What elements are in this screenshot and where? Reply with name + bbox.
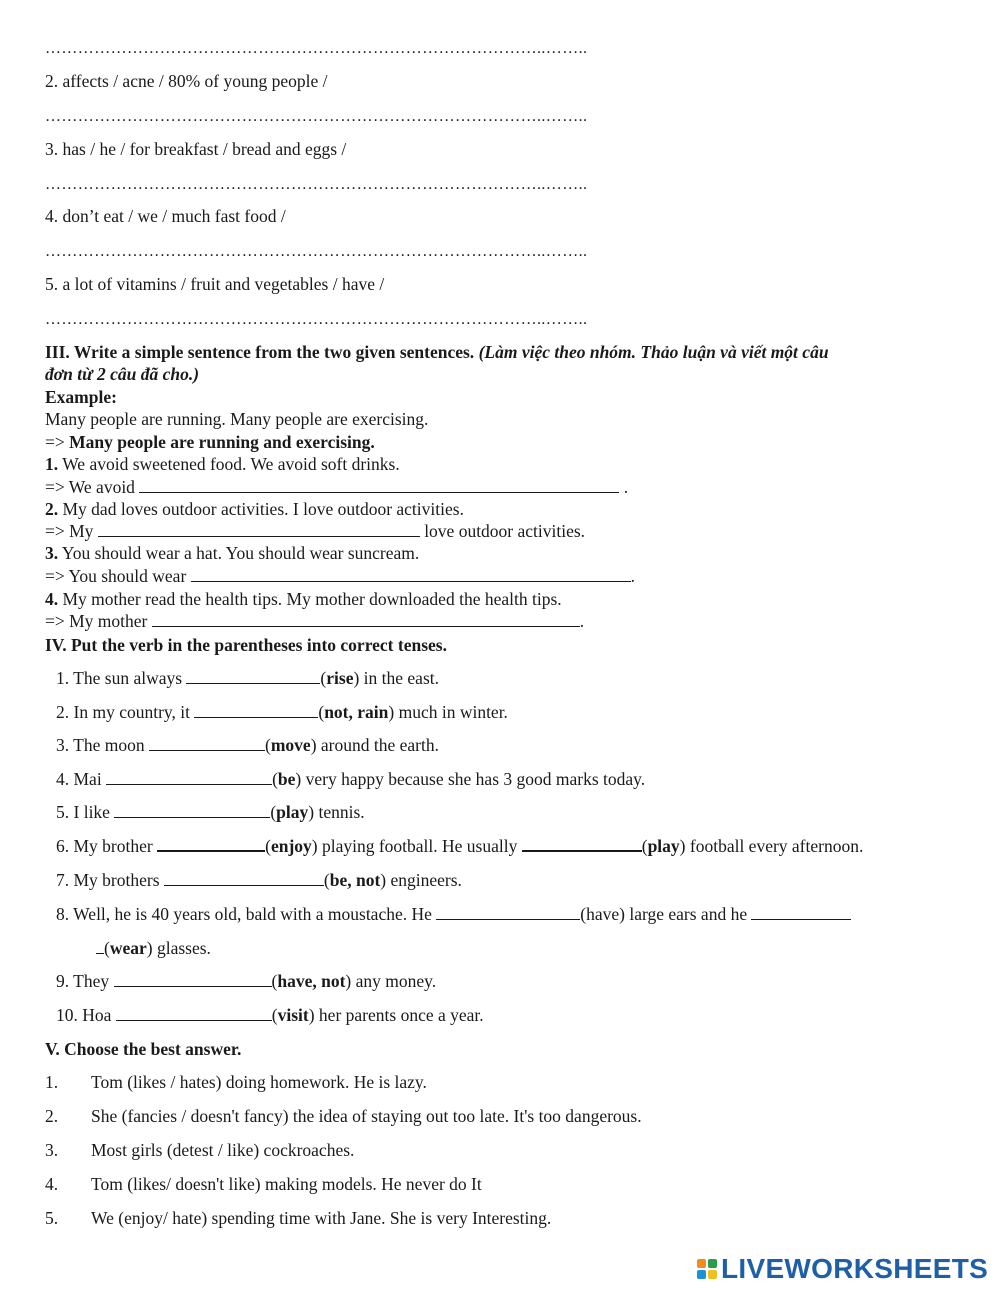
answer-blank[interactable] — [106, 770, 272, 785]
choice-item-4: 4. Tom (likes/ doesn't like) making models. He never do It — [45, 1174, 482, 1194]
logo-mark-icon — [697, 1259, 717, 1279]
answer-blank[interactable] — [152, 612, 580, 627]
choice-item-3: 3. Most girls (detest / like) cockroaches. — [45, 1140, 355, 1160]
answer-blank[interactable] — [157, 836, 265, 852]
reorder-item-4: 4. don’t eat / we / much fast food / — [45, 206, 286, 226]
answer-line-5[interactable]: ………………………………………………………………………………..…….. — [45, 311, 588, 328]
example-sentence: Many people are running. Many people are exercising. — [45, 409, 429, 429]
combine-answer-2: => My love outdoor activities. — [45, 521, 586, 541]
tense-item-7: 7. My brothers (be, not) engineers. — [56, 870, 462, 890]
answer-blank[interactable] — [139, 478, 619, 493]
combine-answer-1: => We avoid . — [45, 477, 629, 497]
answer-blank[interactable] — [186, 669, 320, 684]
choice-item-5: 5. We (enjoy/ hate) spending time with Jane. She is very Interesting. — [45, 1208, 552, 1228]
tense-item-4: 4. Mai (be) very happy because she has 3 good marks today. — [56, 769, 646, 789]
answer-blank[interactable] — [751, 905, 851, 920]
tense-item-6: 6. My brother (enjoy) playing football. He usually (play) football every afternoon. — [56, 836, 864, 856]
section4-heading: IV. Put the verb in the parentheses into correct tenses. — [45, 635, 447, 655]
combine-item-1: 1. We avoid sweetened food. We avoid soft drinks. — [45, 454, 400, 474]
liveworksheets-logo[interactable] — [697, 1253, 988, 1285]
combine-answer-3: => You should wear . — [45, 566, 636, 586]
section3-heading-line2: đơn từ 2 câu đã cho.) — [45, 364, 200, 384]
answer-blank[interactable] — [164, 871, 324, 886]
answer-blank[interactable] — [191, 567, 631, 582]
example-label: Example: — [45, 387, 117, 407]
tense-item-5: 5. I like (play) tennis. — [56, 802, 365, 822]
reorder-item-3: 3. has / he / for breakfast / bread and eggs / — [45, 139, 347, 159]
combine-item-3: 3. You should wear a hat. You should wear suncream. — [45, 543, 420, 563]
reorder-item-2: 2. affects / acne / 80% of young people / — [45, 71, 328, 91]
tense-item-8: 8. Well, he is 40 years old, bald with a moustache. He (have) large ears and he — [56, 903, 851, 925]
choice-item-2: 2. She (fancies / doesn't fancy) the idea of staying out too late. It's too dangerous. — [45, 1106, 642, 1126]
answer-blank[interactable] — [96, 939, 104, 954]
reorder-item-5: 5. a lot of vitamins / fruit and vegetables / have / — [45, 274, 385, 294]
tense-item-10: 10. Hoa (visit) her parents once a year. — [56, 1005, 484, 1025]
tense-item-9: 9. They (have, not) any money. — [56, 971, 437, 991]
answer-blank[interactable] — [436, 905, 580, 920]
tense-item-2: 2. In my country, it (not, rain) much in winter. — [56, 702, 508, 722]
answer-line-2[interactable]: ………………………………………………………………………………..…….. — [45, 108, 588, 125]
answer-blank[interactable] — [116, 1006, 272, 1021]
section3-heading: III. Write a simple sentence from the two given sentences. (Làm việc theo nhóm. Thảo luận và viết một câu — [45, 342, 829, 362]
answer-blank[interactable] — [114, 972, 272, 987]
answer-blank[interactable] — [194, 703, 318, 718]
example-answer: => Many people are running and exercising. — [45, 432, 375, 452]
section5-heading: V. Choose the best answer. — [45, 1039, 242, 1059]
combine-item-4: 4. My mother read the health tips. My mother downloaded the health tips. — [45, 589, 562, 609]
answer-blank[interactable] — [149, 736, 265, 751]
combine-answer-4: => My mother . — [45, 611, 585, 631]
answer-blank[interactable] — [114, 803, 270, 818]
answer-line-3[interactable]: ………………………………………………………………………………..…….. — [45, 176, 588, 193]
answer-blank[interactable] — [98, 522, 420, 537]
combine-item-2: 2. My dad loves outdoor activities. I love outdoor activities. — [45, 499, 464, 519]
answer-blank[interactable] — [522, 836, 642, 852]
tense-item-8-cont: (wear) glasses. — [96, 937, 211, 959]
logo-text: LIVEWORKSHEETS — [721, 1253, 989, 1284]
answer-line-1[interactable]: ………………………………………………………………………………..…….. — [45, 40, 588, 57]
answer-line-4[interactable]: ………………………………………………………………………………..…….. — [45, 243, 588, 260]
choice-item-1: 1. Tom (likes / hates) doing homework. He is lazy. — [45, 1072, 427, 1092]
tense-item-1: 1. The sun always (rise) in the east. — [56, 668, 439, 688]
tense-item-3: 3. The moon (move) around the earth. — [56, 735, 439, 755]
